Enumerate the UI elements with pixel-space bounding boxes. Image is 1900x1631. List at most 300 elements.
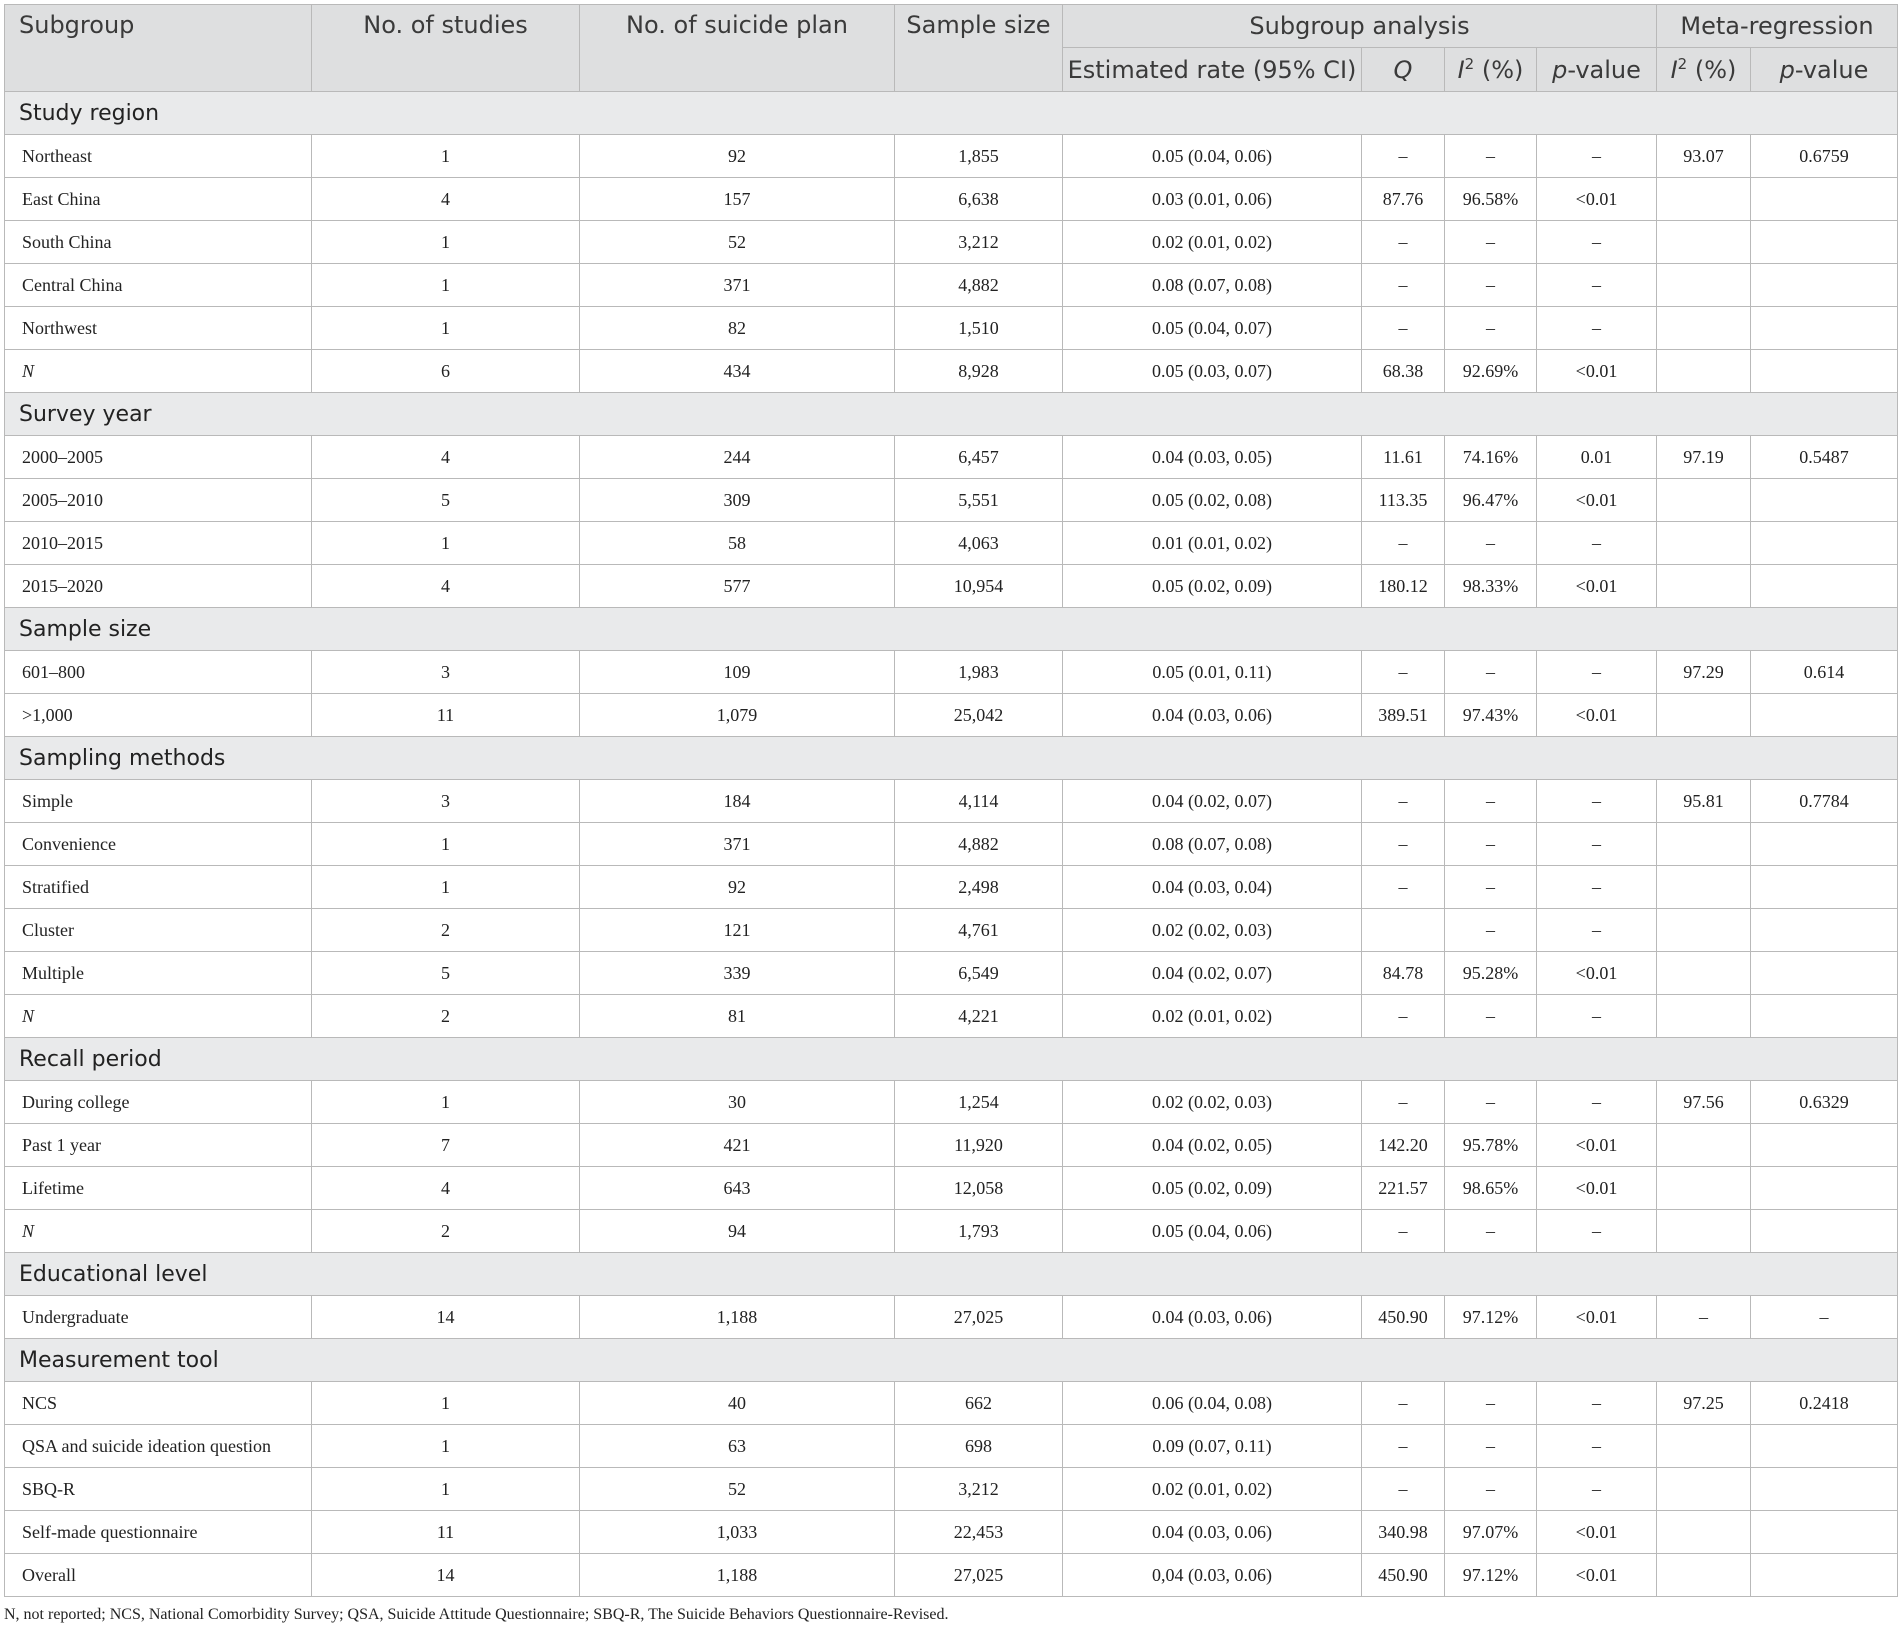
group-header-row <box>5 92 1898 135</box>
num-studies-cell: 1 <box>312 866 580 909</box>
meta-p-value-cell <box>1751 350 1898 393</box>
table-row <box>5 1382 1898 1425</box>
q-cell: – <box>1362 221 1445 264</box>
subgroup-cell: East China <box>5 178 312 221</box>
meta-p-value-cell <box>1751 1167 1898 1210</box>
p-value-cell: – <box>1537 995 1657 1038</box>
meta-p-value-cell <box>1751 1554 1898 1597</box>
meta-i2-cell <box>1657 1124 1751 1167</box>
meta-p-value-cell: – <box>1751 1296 1898 1339</box>
num-plan-cell: 1,188 <box>580 1296 895 1339</box>
num-plan-cell: 40 <box>580 1382 895 1425</box>
subgroup-cell: Central China <box>5 264 312 307</box>
meta-i2-cell <box>1657 866 1751 909</box>
meta-i2-cell: 97.25 <box>1657 1382 1751 1425</box>
num-studies-cell: 3 <box>312 651 580 694</box>
num-plan-cell: 63 <box>580 1425 895 1468</box>
num-studies-cell: 7 <box>312 1124 580 1167</box>
subgroup-cell: Undergraduate <box>5 1296 312 1339</box>
q-cell: – <box>1362 866 1445 909</box>
table-row <box>5 479 1898 522</box>
table-row <box>5 651 1898 694</box>
table-body <box>5 92 1898 1597</box>
i2-cell: – <box>1445 780 1537 823</box>
p-value-cell: – <box>1537 1468 1657 1511</box>
p-value-cell: 0.01 <box>1537 436 1657 479</box>
meta-i2-cell <box>1657 522 1751 565</box>
sample-size-cell: 12,058 <box>895 1167 1063 1210</box>
num-studies-cell: 1 <box>312 135 580 178</box>
num-plan-cell: 121 <box>580 909 895 952</box>
num-plan-cell: 371 <box>580 264 895 307</box>
sample-size-cell: 3,212 <box>895 1468 1063 1511</box>
table-row <box>5 178 1898 221</box>
p-value-cell: – <box>1537 1081 1657 1124</box>
i2-cell: – <box>1445 1382 1537 1425</box>
q-cell: – <box>1362 307 1445 350</box>
estimated-rate-cell: 0.05 (0.02, 0.09) <box>1063 1167 1362 1210</box>
meta-i2-cell <box>1657 952 1751 995</box>
q-cell: – <box>1362 264 1445 307</box>
num-studies-cell: 1 <box>312 1468 580 1511</box>
num-plan-cell: 577 <box>580 565 895 608</box>
group-header-row <box>5 1038 1898 1081</box>
q-cell: – <box>1362 1081 1445 1124</box>
meta-i2-cell <box>1657 264 1751 307</box>
meta-i2-cell <box>1657 1167 1751 1210</box>
sample-size-cell: 4,761 <box>895 909 1063 952</box>
estimated-rate-cell: 0.04 (0.03, 0.06) <box>1063 694 1362 737</box>
num-studies-cell: 1 <box>312 823 580 866</box>
header-p-value <box>1537 48 1657 92</box>
i2-letter: I <box>1457 55 1465 84</box>
meta-i2-cell: 97.56 <box>1657 1081 1751 1124</box>
table-row <box>5 350 1898 393</box>
num-plan-cell: 1,079 <box>580 694 895 737</box>
header-q: Q <box>1362 48 1445 92</box>
i2-cell: 97.07% <box>1445 1511 1537 1554</box>
p-value-cell: – <box>1537 651 1657 694</box>
sample-size-cell: 10,954 <box>895 565 1063 608</box>
p-value-cell: <0.01 <box>1537 565 1657 608</box>
estimated-rate-cell: 0.04 (0.03, 0.05) <box>1063 436 1362 479</box>
sample-size-cell: 4,882 <box>895 823 1063 866</box>
q-cell: – <box>1362 135 1445 178</box>
estimated-rate-cell: 0.02 (0.01, 0.02) <box>1063 1468 1362 1511</box>
header-subgroup: Subgroup <box>5 5 312 92</box>
header-i2 <box>1445 48 1537 92</box>
sample-size-cell: 1,855 <box>895 135 1063 178</box>
i2-superscript: 2 <box>1677 54 1688 73</box>
table-header <box>5 5 1898 92</box>
subgroup-cell: Simple <box>5 780 312 823</box>
meta-p-value-cell <box>1751 1511 1898 1554</box>
num-studies-cell: 1 <box>312 1081 580 1124</box>
estimated-rate-cell: 0.05 (0.02, 0.08) <box>1063 479 1362 522</box>
num-plan-cell: 339 <box>580 952 895 995</box>
subgroup-cell: South China <box>5 221 312 264</box>
num-studies-cell: 4 <box>312 178 580 221</box>
i2-cell: 98.33% <box>1445 565 1537 608</box>
meta-p-value-cell <box>1751 1425 1898 1468</box>
p-value-cell: – <box>1537 221 1657 264</box>
sample-size-cell: 11,920 <box>895 1124 1063 1167</box>
table-row <box>5 307 1898 350</box>
table-row <box>5 995 1898 1038</box>
subgroup-cell: Lifetime <box>5 1167 312 1210</box>
num-plan-cell: 94 <box>580 1210 895 1253</box>
i2-cell: 92.69% <box>1445 350 1537 393</box>
sample-size-cell: 6,457 <box>895 436 1063 479</box>
meta-i2-cell <box>1657 565 1751 608</box>
num-plan-cell: 1,033 <box>580 1511 895 1554</box>
sample-size-cell: 1,793 <box>895 1210 1063 1253</box>
header-num-studies: No. of studies <box>312 5 580 92</box>
num-studies-cell: 11 <box>312 694 580 737</box>
i2-cell: 96.47% <box>1445 479 1537 522</box>
i2-cell: – <box>1445 995 1537 1038</box>
p-rest: -value <box>1794 55 1869 84</box>
estimated-rate-cell: 0.06 (0.04, 0.08) <box>1063 1382 1362 1425</box>
header-meta-i2 <box>1657 48 1751 92</box>
i2-cell: – <box>1445 1210 1537 1253</box>
group-title: Survey year <box>5 393 1898 436</box>
num-studies-cell: 5 <box>312 952 580 995</box>
table-row <box>5 1210 1898 1253</box>
subgroup-analysis-table <box>4 4 1898 1597</box>
i2-cell: 97.43% <box>1445 694 1537 737</box>
num-studies-cell: 1 <box>312 1382 580 1425</box>
subgroup-cell: SBQ-R <box>5 1468 312 1511</box>
i2-cell: – <box>1445 522 1537 565</box>
p-value-cell: – <box>1537 866 1657 909</box>
num-plan-cell: 157 <box>580 178 895 221</box>
meta-i2-cell <box>1657 221 1751 264</box>
q-cell: – <box>1362 995 1445 1038</box>
sample-size-cell: 6,549 <box>895 952 1063 995</box>
meta-p-value-cell <box>1751 1468 1898 1511</box>
meta-p-value-cell <box>1751 178 1898 221</box>
table-row <box>5 1468 1898 1511</box>
num-plan-cell: 92 <box>580 866 895 909</box>
q-cell: – <box>1362 780 1445 823</box>
num-studies-cell: 1 <box>312 264 580 307</box>
p-value-cell: – <box>1537 307 1657 350</box>
estimated-rate-cell: 0.08 (0.07, 0.08) <box>1063 264 1362 307</box>
q-cell: 113.35 <box>1362 479 1445 522</box>
q-cell: 340.98 <box>1362 1511 1445 1554</box>
i2-cell: – <box>1445 135 1537 178</box>
meta-i2-cell <box>1657 1468 1751 1511</box>
subgroup-cell: Northwest <box>5 307 312 350</box>
meta-p-value-cell <box>1751 995 1898 1038</box>
i2-letter: I <box>1670 55 1678 84</box>
meta-i2-cell <box>1657 178 1751 221</box>
meta-i2-cell <box>1657 1554 1751 1597</box>
meta-p-value-cell: 0.6759 <box>1751 135 1898 178</box>
meta-i2-cell: – <box>1657 1296 1751 1339</box>
sample-size-cell: 5,551 <box>895 479 1063 522</box>
p-value-cell: <0.01 <box>1537 694 1657 737</box>
sample-size-cell: 25,042 <box>895 694 1063 737</box>
header-num-suicide-plan: No. of suicide plan <box>580 5 895 92</box>
table-container <box>4 4 1897 1597</box>
header-meta-p-value <box>1751 48 1898 92</box>
num-plan-cell: 643 <box>580 1167 895 1210</box>
i2-cell: – <box>1445 264 1537 307</box>
i2-unit: (%) <box>1687 55 1737 84</box>
i2-superscript: 2 <box>1464 54 1475 73</box>
group-title: Sample size <box>5 608 1898 651</box>
i2-cell: 98.65% <box>1445 1167 1537 1210</box>
p-value-cell: <0.01 <box>1537 178 1657 221</box>
i2-cell: 95.78% <box>1445 1124 1537 1167</box>
i2-cell: – <box>1445 651 1537 694</box>
meta-p-value-cell: 0.5487 <box>1751 436 1898 479</box>
estimated-rate-cell: 0.02 (0.01, 0.02) <box>1063 995 1362 1038</box>
i2-cell: – <box>1445 1081 1537 1124</box>
estimated-rate-cell: 0.04 (0.03, 0.06) <box>1063 1511 1362 1554</box>
num-plan-cell: 52 <box>580 221 895 264</box>
q-cell: 84.78 <box>1362 952 1445 995</box>
p-value-cell: <0.01 <box>1537 1124 1657 1167</box>
table-row <box>5 823 1898 866</box>
group-title: Measurement tool <box>5 1339 1898 1382</box>
sample-size-cell: 22,453 <box>895 1511 1063 1554</box>
group-title: Sampling methods <box>5 737 1898 780</box>
estimated-rate-cell: 0.05 (0.03, 0.07) <box>1063 350 1362 393</box>
meta-p-value-cell: 0.6329 <box>1751 1081 1898 1124</box>
num-studies-cell: 2 <box>312 995 580 1038</box>
num-studies-cell: 3 <box>312 780 580 823</box>
subgroup-cell: 2015–2020 <box>5 565 312 608</box>
subgroup-cell: >1,000 <box>5 694 312 737</box>
table-row <box>5 952 1898 995</box>
p-letter: p <box>1552 55 1568 84</box>
i2-cell: – <box>1445 1468 1537 1511</box>
meta-p-value-cell <box>1751 221 1898 264</box>
meta-i2-cell <box>1657 995 1751 1038</box>
sample-size-cell: 4,114 <box>895 780 1063 823</box>
meta-i2-cell: 97.19 <box>1657 436 1751 479</box>
header-subgroup-analysis: Subgroup analysis <box>1063 5 1657 48</box>
table-row <box>5 1124 1898 1167</box>
q-cell: – <box>1362 1425 1445 1468</box>
subgroup-cell: Past 1 year <box>5 1124 312 1167</box>
num-plan-cell: 58 <box>580 522 895 565</box>
num-plan-cell: 92 <box>580 135 895 178</box>
meta-p-value-cell <box>1751 1210 1898 1253</box>
i2-cell: 74.16% <box>1445 436 1537 479</box>
header-sample-size: Sample size <box>895 5 1063 92</box>
sample-size-cell: 4,882 <box>895 264 1063 307</box>
q-cell: 450.90 <box>1362 1296 1445 1339</box>
q-cell: – <box>1362 823 1445 866</box>
num-studies-cell: 4 <box>312 1167 580 1210</box>
num-plan-cell: 81 <box>580 995 895 1038</box>
group-header-row <box>5 393 1898 436</box>
estimated-rate-cell: 0.05 (0.04, 0.07) <box>1063 307 1362 350</box>
meta-p-value-cell <box>1751 1124 1898 1167</box>
p-rest: -value <box>1567 55 1641 84</box>
subgroup-cell: Convenience <box>5 823 312 866</box>
num-plan-cell: 421 <box>580 1124 895 1167</box>
meta-i2-cell <box>1657 1511 1751 1554</box>
p-value-cell: – <box>1537 1425 1657 1468</box>
table-row <box>5 694 1898 737</box>
num-studies-cell: 14 <box>312 1554 580 1597</box>
table-row <box>5 909 1898 952</box>
p-value-cell: <0.01 <box>1537 1554 1657 1597</box>
meta-p-value-cell: 0.614 <box>1751 651 1898 694</box>
num-plan-cell: 244 <box>580 436 895 479</box>
meta-i2-cell: 93.07 <box>1657 135 1751 178</box>
table-row <box>5 436 1898 479</box>
p-value-cell: – <box>1537 909 1657 952</box>
i2-cell: 97.12% <box>1445 1296 1537 1339</box>
sample-size-cell: 4,063 <box>895 522 1063 565</box>
p-value-cell: <0.01 <box>1537 1167 1657 1210</box>
num-studies-cell: 2 <box>312 909 580 952</box>
subgroup-cell: Multiple <box>5 952 312 995</box>
subgroup-cell: 601–800 <box>5 651 312 694</box>
subgroup-cell: 2010–2015 <box>5 522 312 565</box>
p-value-cell: <0.01 <box>1537 1511 1657 1554</box>
num-studies-cell: 6 <box>312 350 580 393</box>
estimated-rate-cell: 0.02 (0.02, 0.03) <box>1063 909 1362 952</box>
meta-p-value-cell <box>1751 307 1898 350</box>
subgroup-cell: N <box>5 1210 312 1253</box>
sample-size-cell: 3,212 <box>895 221 1063 264</box>
sample-size-cell: 2,498 <box>895 866 1063 909</box>
group-title: Study region <box>5 92 1898 135</box>
p-value-cell: <0.01 <box>1537 1296 1657 1339</box>
subgroup-cell: QSA and suicide ideation question <box>5 1425 312 1468</box>
q-cell: 11.61 <box>1362 436 1445 479</box>
i2-cell: – <box>1445 1425 1537 1468</box>
table-row <box>5 1167 1898 1210</box>
num-studies-cell: 5 <box>312 479 580 522</box>
group-header-row <box>5 1253 1898 1296</box>
estimated-rate-cell: 0.04 (0.02, 0.07) <box>1063 952 1362 995</box>
q-cell <box>1362 909 1445 952</box>
header-meta-regression: Meta-regression <box>1657 5 1898 48</box>
table-row <box>5 264 1898 307</box>
num-studies-cell: 1 <box>312 221 580 264</box>
p-value-cell: – <box>1537 1210 1657 1253</box>
meta-i2-cell <box>1657 1210 1751 1253</box>
estimated-rate-cell: 0.01 (0.01, 0.02) <box>1063 522 1362 565</box>
q-cell: – <box>1362 1210 1445 1253</box>
subgroup-cell: During college <box>5 1081 312 1124</box>
table-row <box>5 565 1898 608</box>
estimated-rate-cell: 0,04 (0.03, 0.06) <box>1063 1554 1362 1597</box>
num-plan-cell: 30 <box>580 1081 895 1124</box>
num-studies-cell: 14 <box>312 1296 580 1339</box>
group-title: Recall period <box>5 1038 1898 1081</box>
i2-unit: (%) <box>1474 55 1524 84</box>
num-plan-cell: 1,188 <box>580 1554 895 1597</box>
meta-p-value-cell <box>1751 909 1898 952</box>
table-row <box>5 221 1898 264</box>
table-row <box>5 1296 1898 1339</box>
i2-cell: 97.12% <box>1445 1554 1537 1597</box>
estimated-rate-cell: 0.04 (0.02, 0.05) <box>1063 1124 1362 1167</box>
num-plan-cell: 309 <box>580 479 895 522</box>
meta-i2-cell: 95.81 <box>1657 780 1751 823</box>
meta-p-value-cell <box>1751 823 1898 866</box>
subgroup-cell: Stratified <box>5 866 312 909</box>
num-plan-cell: 82 <box>580 307 895 350</box>
sample-size-cell: 1,983 <box>895 651 1063 694</box>
q-cell: – <box>1362 1382 1445 1425</box>
subgroup-cell: Cluster <box>5 909 312 952</box>
p-value-cell: – <box>1537 1382 1657 1425</box>
group-header-row <box>5 737 1898 780</box>
p-letter: p <box>1779 55 1795 84</box>
meta-i2-cell <box>1657 694 1751 737</box>
table-row <box>5 866 1898 909</box>
estimated-rate-cell: 0.04 (0.03, 0.06) <box>1063 1296 1362 1339</box>
meta-i2-cell <box>1657 479 1751 522</box>
estimated-rate-cell: 0.02 (0.01, 0.02) <box>1063 221 1362 264</box>
num-studies-cell: 1 <box>312 307 580 350</box>
num-plan-cell: 184 <box>580 780 895 823</box>
q-cell: 180.12 <box>1362 565 1445 608</box>
estimated-rate-cell: 0.04 (0.02, 0.07) <box>1063 780 1362 823</box>
meta-p-value-cell <box>1751 952 1898 995</box>
sample-size-cell: 27,025 <box>895 1554 1063 1597</box>
table-row <box>5 1425 1898 1468</box>
i2-cell: – <box>1445 307 1537 350</box>
sample-size-cell: 1,510 <box>895 307 1063 350</box>
table-row <box>5 522 1898 565</box>
meta-p-value-cell <box>1751 694 1898 737</box>
i2-cell: – <box>1445 221 1537 264</box>
p-value-cell: <0.01 <box>1537 350 1657 393</box>
group-header-row <box>5 1339 1898 1382</box>
meta-p-value-cell <box>1751 479 1898 522</box>
p-value-cell: – <box>1537 823 1657 866</box>
subgroup-cell: NCS <box>5 1382 312 1425</box>
num-plan-cell: 371 <box>580 823 895 866</box>
num-studies-cell: 1 <box>312 522 580 565</box>
subgroup-cell: Self-made questionnaire <box>5 1511 312 1554</box>
i2-cell: 96.58% <box>1445 178 1537 221</box>
table-row <box>5 1511 1898 1554</box>
i2-cell: – <box>1445 823 1537 866</box>
p-value-cell: <0.01 <box>1537 479 1657 522</box>
sample-size-cell: 1,254 <box>895 1081 1063 1124</box>
q-cell: 142.20 <box>1362 1124 1445 1167</box>
meta-i2-cell <box>1657 350 1751 393</box>
meta-p-value-cell <box>1751 565 1898 608</box>
num-plan-cell: 52 <box>580 1468 895 1511</box>
q-cell: 87.76 <box>1362 178 1445 221</box>
sample-size-cell: 4,221 <box>895 995 1063 1038</box>
p-value-cell: – <box>1537 264 1657 307</box>
estimated-rate-cell: 0.03 (0.01, 0.06) <box>1063 178 1362 221</box>
meta-p-value-cell <box>1751 866 1898 909</box>
num-studies-cell: 4 <box>312 565 580 608</box>
q-cell: 389.51 <box>1362 694 1445 737</box>
header-estimated-rate: Estimated rate (95% CI) <box>1063 48 1362 92</box>
sample-size-cell: 698 <box>895 1425 1063 1468</box>
i2-cell: – <box>1445 909 1537 952</box>
num-studies-cell: 2 <box>312 1210 580 1253</box>
table-row <box>5 1081 1898 1124</box>
estimated-rate-cell: 0.05 (0.02, 0.09) <box>1063 565 1362 608</box>
